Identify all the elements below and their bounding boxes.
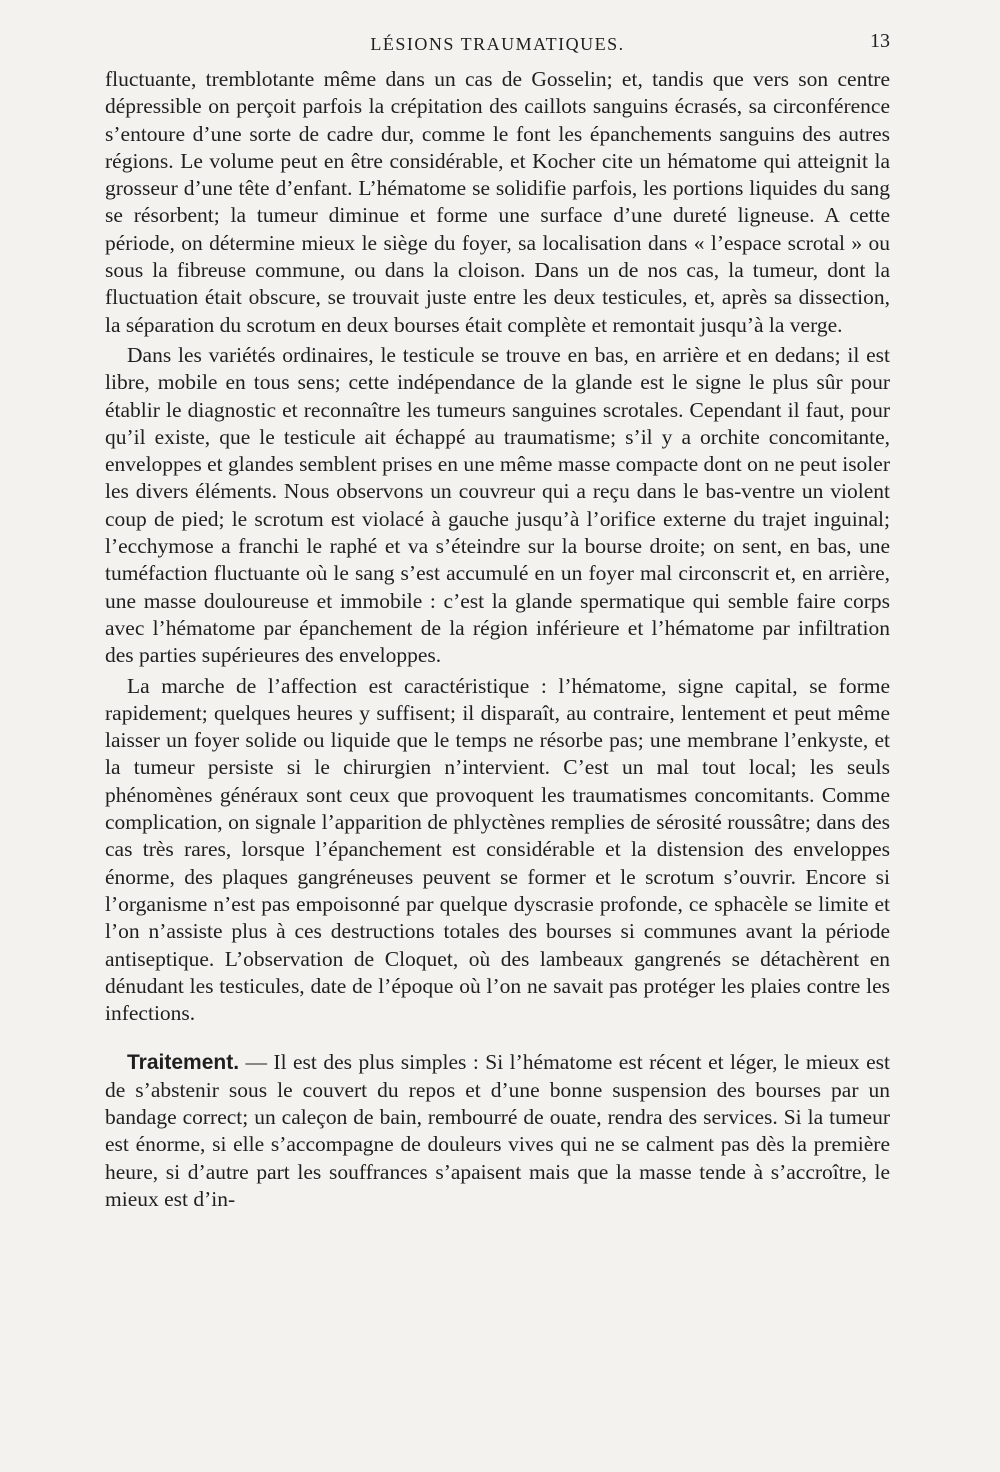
running-title: LÉSIONS TRAUMATIQUES. — [370, 34, 625, 54]
running-head — [105, 30, 890, 60]
paragraph-diagnosis: Dans les variétés ordinaires, le testicule se trouve en bas, en arrière et en dedans; il est libre, mobile en tous sens; cette indépendance de la glande est le signe le plus sûr pour établir le diagnostic et reconnaître les tumeurs sanguines scrotales. Cependant il faut, pour qu’il existe, que le testicule ait échappé au traumatisme; s’il y a orchite concomitante, enveloppes et glandes semblent prises en une même masse compacte dont on ne peut isoler les divers éléments. Nous observons un couvreur qui a reçu dans le bas-ventre un violent coup de pied; le scrotum est violacé à gauche jusqu’à l’orifice externe du trajet inguinal; l’ecchymose a franchi le raphé et va s’éteindre sur la bourse droite; on sent, en bas, une tuméfaction fluctuante où le sang s’est accumulé en un foyer mal circonscrit et, en arrière, une masse douloureuse et immobile : c’est la glande spermatique qui semble faire corps avec l’hématome par épanchement de la région inférieure et l’hématome par infiltration des parties supérieures des enveloppes. — [105, 342, 890, 668]
treatment-text: — Il est des plus simples : Si l’hématome est récent et léger, le mieux est de s’abstenir sous le couvert du repos et d’une bonne suspension des bourses par un bandage correct; un caleçon de bain, rembourré de ouate, rendra des services. Si la tumeur est énorme, si elle s’accompagne de douleurs vives qui ne se calment pas dès la première heure, si d’autre part les souffrances s’apaisent mais que la masse tende à s’accroître, le mieux est d’in- — [105, 1050, 890, 1211]
paragraph-continuation: fluctuante, tremblotante même dans un cas de Gosselin; et, tandis que vers son centre dépressible on perçoit parfois la crépitation des caillots sanguins écrasés, sa circonférence s’entoure d’une sorte de cadre dur, comme le font les épanchements sanguins des autres régions. Le volume peut en être considérable, et Kocher cite un hématome qui atteignit la grosseur d’une tête d’enfant. L’hématome se solidifie parfois, les portions liquides du sang se résorbent; la tumeur diminue et forme une surface d’une dureté ligneuse. A cette période, on détermine mieux le siège du foyer, sa localisation dans « l’espace scrotal » ou sous la fibreuse commune, ou dans la cloison. Dans un de nos cas, la tumeur, dont la fluctuation était obscure, se trouvait juste entre les deux testicules, et, après sa dissection, la séparation du scrotum en deux bourses était complète et remontait jusqu’à la verge. — [105, 67, 890, 337]
paragraph-evolution: La marche de l’affection est caractéristique : l’hématome, signe capital, se forme rapidement; quelques heures y suffisent; il disparaît, au contraire, lentement et peut même laisser un foyer solide ou liquide que le temps ne résorbe pas; une membrane l’enkyste, et la tumeur persiste si le chirurgien n’intervient. C’est un mal tout local; les seuls phénomènes généraux sont ceux que provoquent les traumatismes concomitants. Comme complication, on signale l’apparition de phlyctènes remplies de sérosité roussâtre; dans des cas très rares, lorsque l’épanchement est considérable et la distension des enveloppes énorme, des plaques gangréneuses peuvent se former et le scrotum s’ouvrir. Encore si l’organisme n’est pas empoisonné par quelque dyscrasie profonde, ce sphacèle se limite et l’on n’assiste plus à ces destructions totales des bourses si communes avant la période antiseptique. L’observation de Cloquet, où des lambeaux gangrenés se détachèrent en dénudant les testicules, date de l’époque où l’on ne savait pas protéger les plaies contre les infections. — [105, 673, 890, 1026]
body-text — [105, 66, 890, 1213]
treatment-paragraph — [105, 1049, 890, 1213]
page-number: 13 — [870, 30, 890, 52]
treatment-heading: Traitement. — [127, 1051, 240, 1075]
